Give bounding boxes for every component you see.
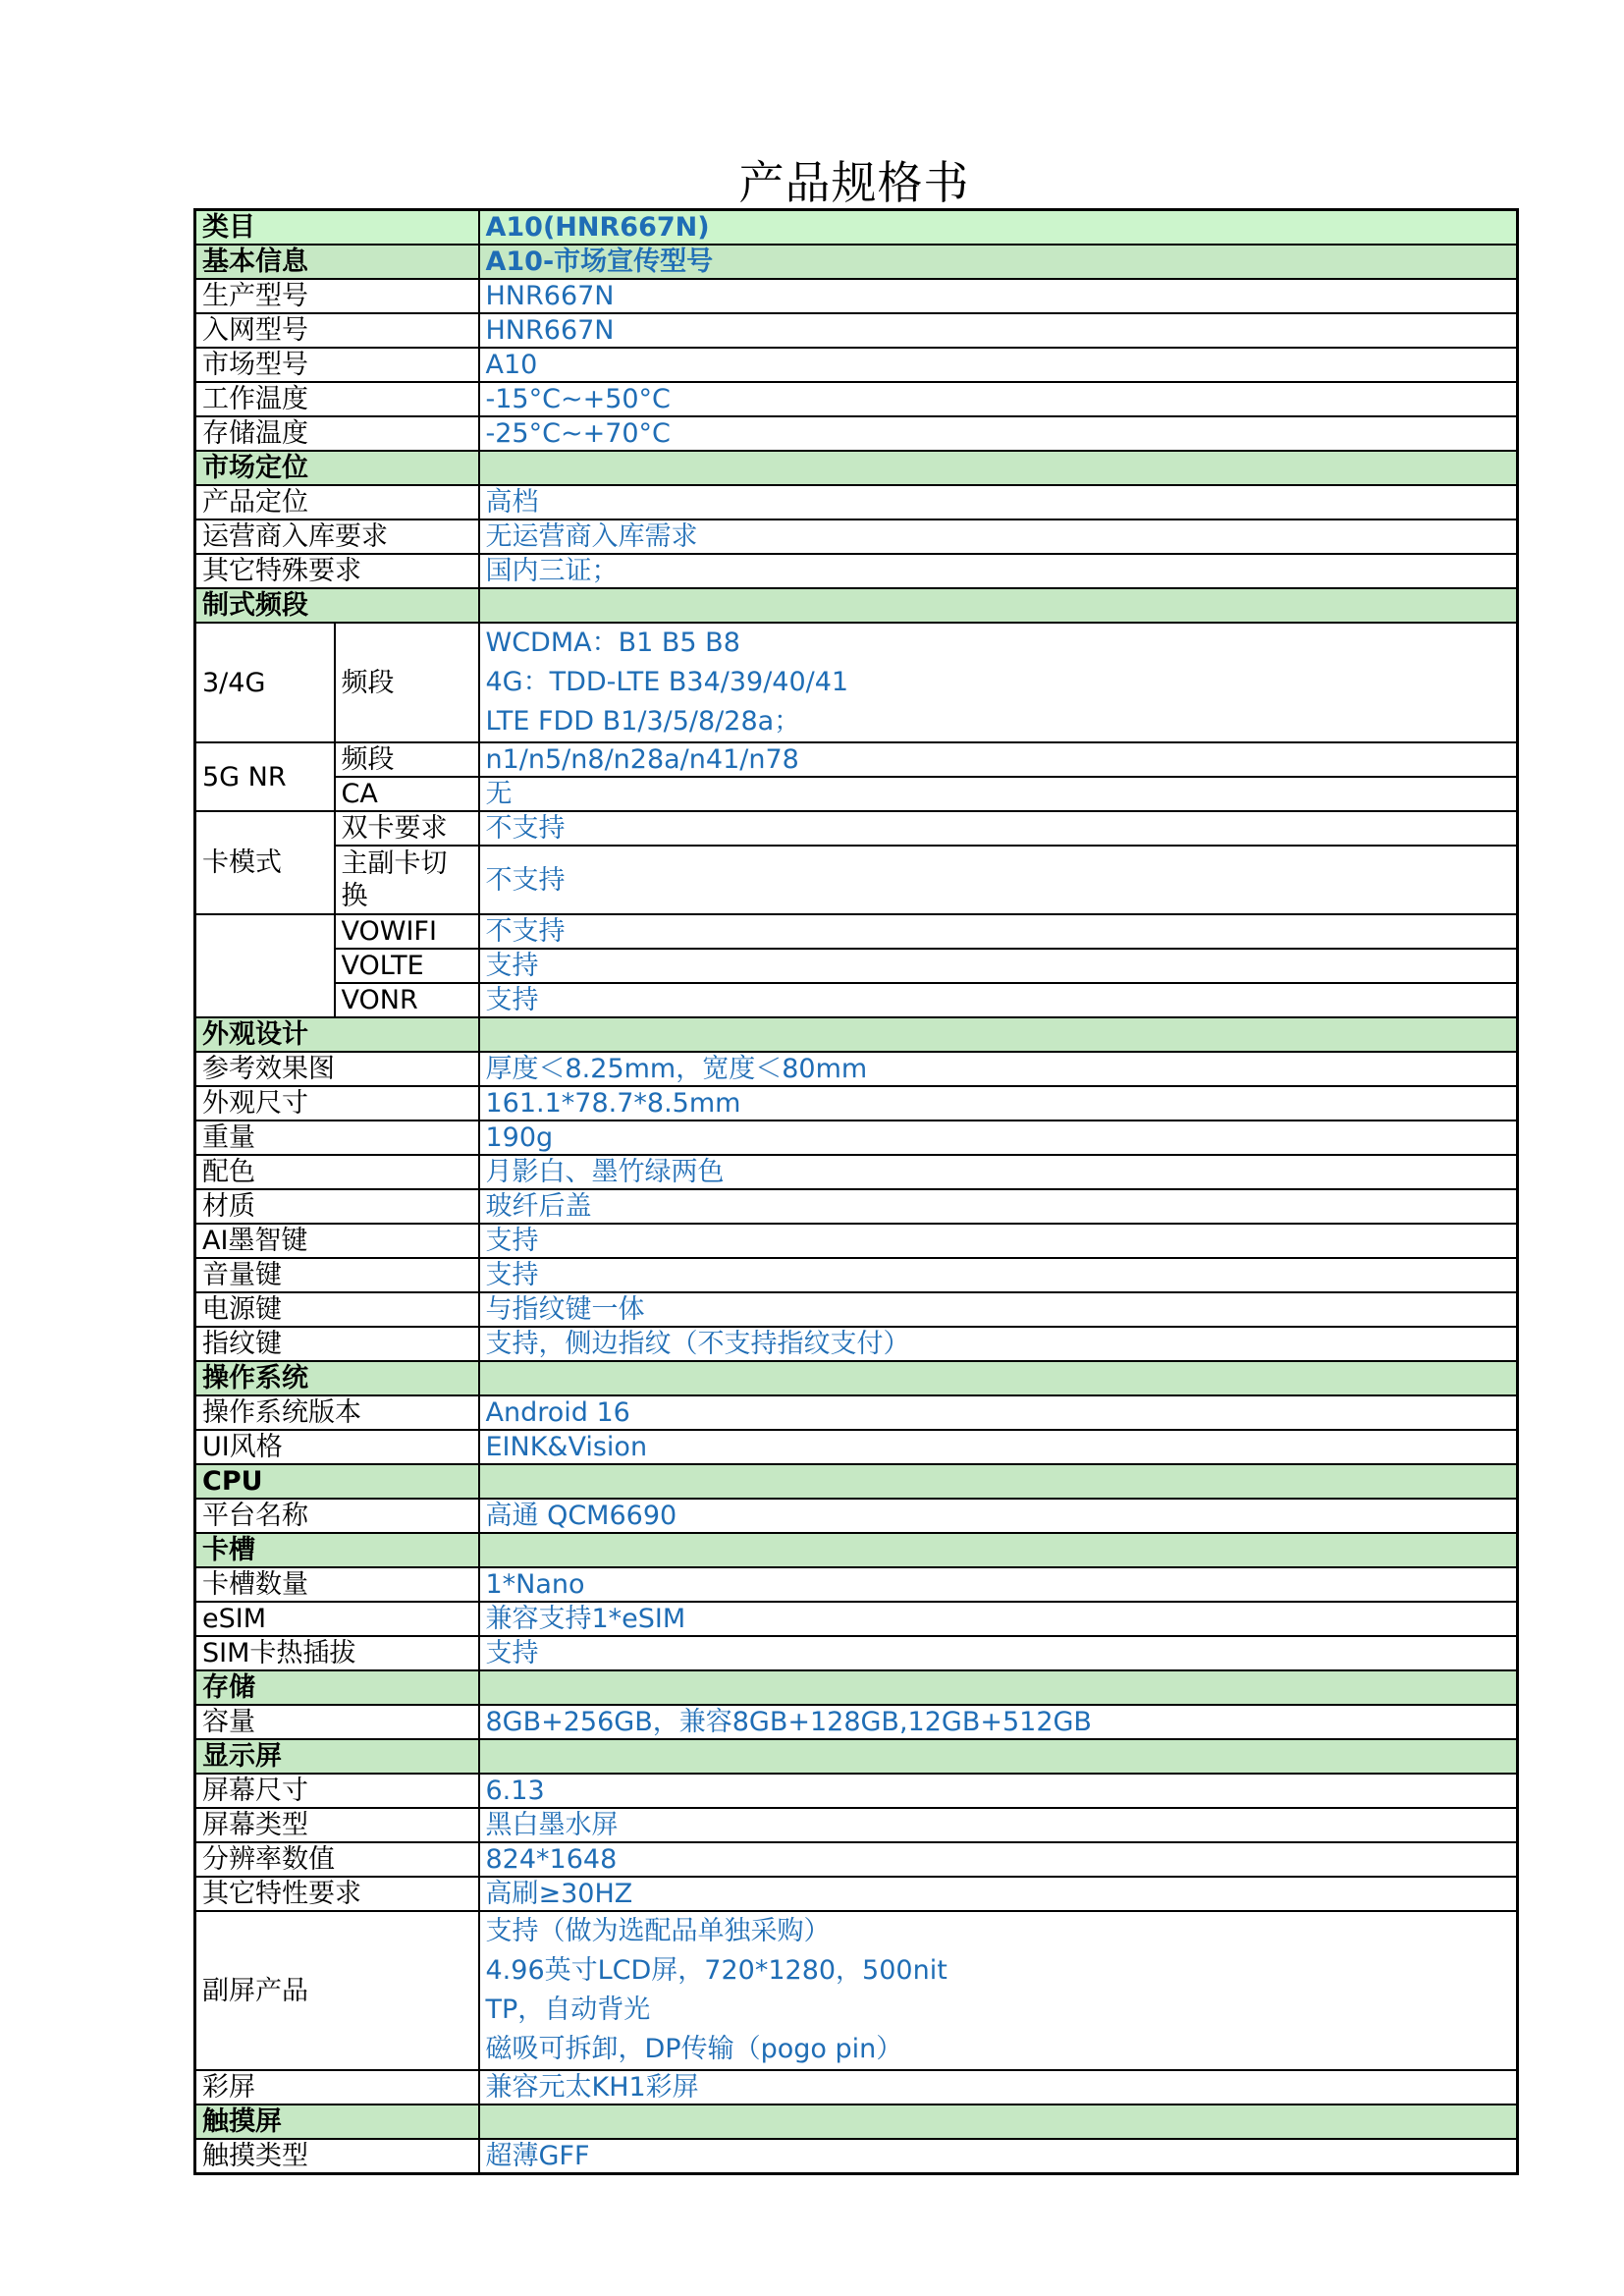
vowifi-label: VOWIFI <box>335 914 479 949</box>
document-title: 产品规格书 <box>738 156 970 209</box>
band-row-5g-ca <box>195 777 1518 811</box>
section-value <box>479 1464 1518 1499</box>
section-row-storage <box>195 1670 1518 1705</box>
spec-row <box>195 279 1518 313</box>
spec-value: EINK&Vision <box>479 1430 1518 1464</box>
sub-screen-value-line: 磁吸可拆卸，DP传输（pogo pin） <box>485 2034 903 2064</box>
card-mode-row <box>195 811 1518 846</box>
spec-label: 操作系统版本 <box>195 1395 479 1430</box>
spec-value: HNR667N <box>479 279 1518 313</box>
card-switch-label: 主副卡切换 <box>335 846 479 914</box>
card-mode-label: 卡模式 <box>195 811 335 914</box>
spec-row <box>195 348 1518 382</box>
spec-row <box>195 554 1518 588</box>
section-row-basic <box>195 245 1518 279</box>
spec-value: 高刷≥30HZ <box>479 1877 1518 1911</box>
section-value <box>479 1533 1518 1567</box>
band-5g-band-label: 频段 <box>335 742 479 777</box>
spec-row <box>195 1292 1518 1327</box>
spec-table <box>193 208 1519 2175</box>
spec-label: eSIM <box>195 1602 479 1636</box>
vonr-value: 支持 <box>479 983 1518 1017</box>
spec-label: 产品定位 <box>195 485 479 519</box>
spec-row <box>195 1877 1518 1911</box>
band-3-4g-value-line: 4G：TDD-LTE B34/39/40/41 <box>485 667 849 697</box>
section-title: 卡槽 <box>195 1533 479 1567</box>
sub-screen-row <box>195 1911 1518 2070</box>
spec-label: 音量键 <box>195 1258 479 1292</box>
color-screen-value: 兼容元太KH1彩屏 <box>479 2070 1518 2105</box>
section-value <box>479 2105 1518 2139</box>
spec-label: 平台名称 <box>195 1499 479 1533</box>
section-title: 操作系统 <box>195 1361 479 1395</box>
spec-value: 161.1*78.7*8.5mm <box>479 1086 1518 1121</box>
sub-screen-value-line: 4.96英寸LCD屏，720*1280，500nit <box>485 1955 947 1986</box>
band-3-4g-label: 3/4G <box>195 623 335 742</box>
spec-row <box>195 1705 1518 1739</box>
spec-value: A10 <box>479 348 1518 382</box>
spec-value: 玻纤后盖 <box>479 1189 1518 1224</box>
band-row-34g <box>195 623 1518 742</box>
section-row-cpu <box>195 1464 1518 1499</box>
spec-label: 材质 <box>195 1189 479 1224</box>
spec-label: 卡槽数量 <box>195 1567 479 1602</box>
spec-row <box>195 1636 1518 1670</box>
spec-row <box>195 382 1518 416</box>
spec-row <box>195 1258 1518 1292</box>
section-value <box>479 1361 1518 1395</box>
spec-label: 生产型号 <box>195 279 479 313</box>
spec-row <box>195 1499 1518 1533</box>
spec-label: UI风格 <box>195 1430 479 1464</box>
band-3-4g-value-line: WCDMA：B1 B5 B8 <box>485 628 740 658</box>
band-5g-ca-label: CA <box>335 777 479 811</box>
spec-value: 超薄GFF <box>479 2139 1518 2174</box>
band-5g-ca-value: 无 <box>479 777 1518 811</box>
spec-row <box>195 1327 1518 1361</box>
section-title: 市场定位 <box>195 451 479 485</box>
volte-value: 支持 <box>479 949 1518 983</box>
dual-card-label: 双卡要求 <box>335 811 479 846</box>
vowifi-value: 不支持 <box>479 914 1518 949</box>
dual-card-value: 不支持 <box>479 811 1518 846</box>
volte-row <box>195 949 1518 983</box>
band-5g-label: 5G NR <box>195 742 335 811</box>
spec-label: 屏幕尺寸 <box>195 1774 479 1808</box>
sub-screen-value-line: TP，自动背光 <box>485 1995 651 2025</box>
spec-row <box>195 1567 1518 1602</box>
category-value: A10(HNR667N) <box>479 210 1518 246</box>
spec-label: 触摸类型 <box>195 2139 479 2174</box>
band-3-4g-value-line: LTE FDD B1/3/5/8/28a； <box>485 706 801 737</box>
card-switch-value: 不支持 <box>479 846 1518 914</box>
band-row-5g <box>195 742 1518 777</box>
section-title: CPU <box>195 1464 479 1499</box>
spec-row <box>195 1189 1518 1224</box>
section-row-touch <box>195 2105 1518 2139</box>
spec-row <box>195 485 1518 519</box>
spec-value: 824*1648 <box>479 1842 1518 1877</box>
section-title: 制式频段 <box>195 588 479 623</box>
section-row-market <box>195 451 1518 485</box>
vonr-row <box>195 983 1518 1017</box>
spec-label: 其它特性要求 <box>195 1877 479 1911</box>
spec-label: SIM卡热插拔 <box>195 1636 479 1670</box>
spec-value: 高通 QCM6690 <box>479 1499 1518 1533</box>
spec-row <box>195 416 1518 451</box>
section-value <box>479 1670 1518 1705</box>
spec-row <box>195 2139 1518 2174</box>
spec-label: 运营商入库要求 <box>195 519 479 554</box>
spec-value: 1*Nano <box>479 1567 1518 1602</box>
voice-group-label <box>195 914 335 1017</box>
vonr-label: VONR <box>335 983 479 1017</box>
spec-value: 厚度＜8.25mm，宽度＜80mm <box>479 1052 1518 1086</box>
section-row-os <box>195 1361 1518 1395</box>
spec-label: 屏幕类型 <box>195 1808 479 1842</box>
section-value <box>479 451 1518 485</box>
spec-row <box>195 1774 1518 1808</box>
band-5g-band-value: n1/n5/n8/n28a/n41/n78 <box>479 742 1518 777</box>
spec-value: 支持，侧边指纹（不支持指纹支付） <box>479 1327 1518 1361</box>
spec-value: -15°C~+50°C <box>479 382 1518 416</box>
spec-label: 外观尺寸 <box>195 1086 479 1121</box>
spec-label: AI墨智键 <box>195 1224 479 1258</box>
spec-value: Android 16 <box>479 1395 1518 1430</box>
spec-row <box>195 1086 1518 1121</box>
section-row-slot <box>195 1533 1518 1567</box>
section-row-bands <box>195 588 1518 623</box>
section-value: A10-市场宣传型号 <box>479 245 1518 279</box>
spec-value: 高档 <box>479 485 1518 519</box>
spec-value: 无运营商入库需求 <box>479 519 1518 554</box>
spec-value: -25°C~+70°C <box>479 416 1518 451</box>
spec-value: 月影白、墨竹绿两色 <box>479 1155 1518 1189</box>
spec-value: 190g <box>479 1121 1518 1155</box>
spec-value: 黑白墨水屏 <box>479 1808 1518 1842</box>
spec-label: 其它特殊要求 <box>195 554 479 588</box>
spec-row <box>195 1602 1518 1636</box>
section-row-design <box>195 1017 1518 1052</box>
volte-label: VOLTE <box>335 949 479 983</box>
spec-row <box>195 1430 1518 1464</box>
spec-label: 配色 <box>195 1155 479 1189</box>
section-title: 显示屏 <box>195 1739 479 1774</box>
color-screen-row <box>195 2070 1518 2105</box>
spec-row <box>195 1121 1518 1155</box>
spec-label: 市场型号 <box>195 348 479 382</box>
spec-value: 支持 <box>479 1258 1518 1292</box>
section-title: 存储 <box>195 1670 479 1705</box>
sub-screen-value-line: 支持（做为选配品单独采购） <box>485 1916 831 1946</box>
section-title: 触摸屏 <box>195 2105 479 2139</box>
band-3-4g-value <box>479 623 1518 742</box>
band-3-4g-sub: 频段 <box>335 623 479 742</box>
spec-label: 参考效果图 <box>195 1052 479 1086</box>
spec-label: 指纹键 <box>195 1327 479 1361</box>
spec-row <box>195 1842 1518 1877</box>
section-value <box>479 1739 1518 1774</box>
spec-row <box>195 313 1518 348</box>
spec-value: 国内三证； <box>479 554 1518 588</box>
sub-screen-label: 副屏产品 <box>195 1911 479 2070</box>
spec-value: 与指纹键一体 <box>479 1292 1518 1327</box>
table-header-row <box>195 210 1518 246</box>
spec-label: 重量 <box>195 1121 479 1155</box>
vowifi-row <box>195 914 1518 949</box>
spec-row <box>195 1155 1518 1189</box>
spec-row <box>195 1395 1518 1430</box>
spec-value: 支持 <box>479 1224 1518 1258</box>
spec-label: 容量 <box>195 1705 479 1739</box>
spec-label: 入网型号 <box>195 313 479 348</box>
category-label: 类目 <box>195 210 479 246</box>
section-row-display <box>195 1739 1518 1774</box>
spec-row <box>195 519 1518 554</box>
spec-row <box>195 1052 1518 1086</box>
spec-value: 6.13 <box>479 1774 1518 1808</box>
spec-value: 支持 <box>479 1636 1518 1670</box>
section-title: 基本信息 <box>195 245 479 279</box>
color-screen-label: 彩屏 <box>195 2070 479 2105</box>
spec-label: 电源键 <box>195 1292 479 1327</box>
card-switch-row <box>195 846 1518 914</box>
sub-screen-value <box>479 1911 1518 2070</box>
spec-label: 工作温度 <box>195 382 479 416</box>
section-value <box>479 1017 1518 1052</box>
section-value <box>479 588 1518 623</box>
spec-value: HNR667N <box>479 313 1518 348</box>
spec-row <box>195 1808 1518 1842</box>
spec-label: 分辨率数值 <box>195 1842 479 1877</box>
spec-row <box>195 1224 1518 1258</box>
spec-label: 存储温度 <box>195 416 479 451</box>
spec-value: 8GB+256GB，兼容8GB+128GB,12GB+512GB <box>479 1705 1518 1739</box>
spec-value: 兼容支持1*eSIM <box>479 1602 1518 1636</box>
section-title: 外观设计 <box>195 1017 479 1052</box>
